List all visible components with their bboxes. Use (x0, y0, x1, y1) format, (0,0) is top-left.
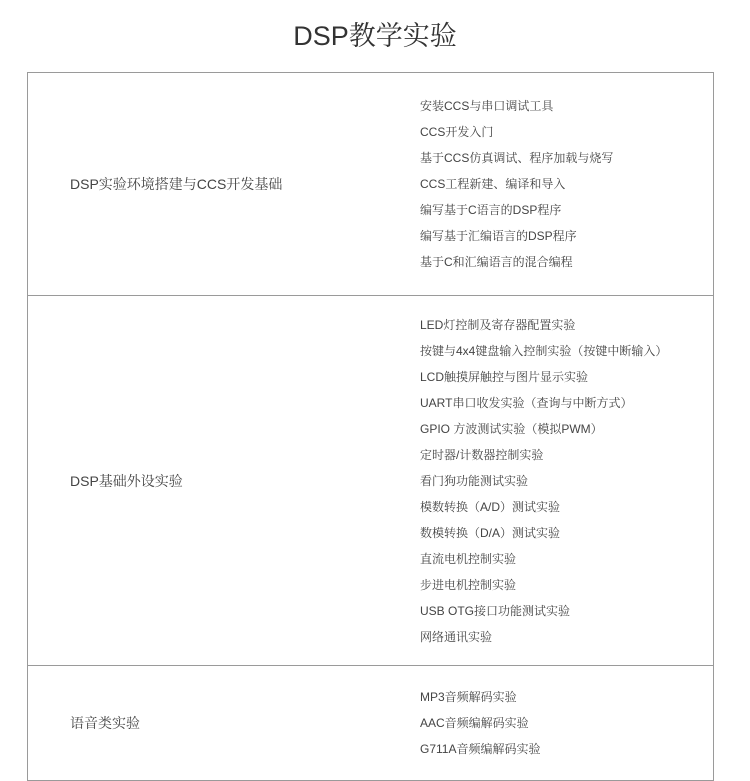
list-item: UART串口收发实验（查询与中断方式） (420, 395, 633, 410)
list-item: 直流电机控制实验 (420, 551, 517, 566)
item-list (420, 312, 667, 650)
list-item: 编写基于C语言的DSP程序 (420, 203, 562, 217)
list-item: 安装CCS与串口调试工具 (420, 99, 554, 113)
list-item: 定时器/计数器控制实验 (420, 447, 544, 462)
list-item: CCS工程新建、编译和导入 (420, 177, 566, 191)
list-item: MP3音频解码实验 (420, 690, 517, 704)
course-table (27, 72, 714, 781)
list-item: LED灯控制及寄存器配置实验 (420, 317, 576, 332)
list-item: USB OTG接口功能测试实验 (420, 603, 571, 618)
section-peripherals (28, 295, 713, 665)
list-item: 编写基于汇编语言的DSP程序 (420, 229, 577, 243)
list-item: 基于C和汇编语言的混合编程 (420, 255, 573, 269)
section-audio (28, 665, 713, 780)
section-title: DSP基础外设实验 (70, 472, 183, 489)
list-item: 模数转换（A/D）测试实验 (420, 499, 561, 514)
list-item: 步进电机控制实验 (420, 577, 517, 592)
item-list (420, 684, 540, 762)
section-title: 语音类实验 (70, 715, 140, 731)
item-list (420, 93, 613, 275)
list-item: 网络通讯实验 (420, 629, 493, 644)
section-title: DSP实验环境搭建与CCS开发基础 (70, 176, 283, 192)
section-environment (28, 73, 713, 295)
list-item: AAC音频编解码实验 (420, 716, 529, 730)
list-item: 基于CCS仿真调试、程序加载与烧写 (420, 151, 614, 165)
list-item: CCS开发入门 (420, 125, 494, 139)
list-item: 按键与4x4键盘输入控制实验（按键中断输入） (420, 343, 668, 358)
list-item: G711A音频编解码实验 (420, 742, 541, 756)
list-item: GPIO 方波测试实验（模拟PWM） (420, 421, 603, 436)
list-item: 数模转换（D/A）测试实验 (420, 525, 561, 540)
list-item: LCD触摸屏触控与图片显示实验 (420, 369, 589, 384)
page-title: DSP教学实验 (293, 21, 457, 51)
list-item: 看门狗功能测试实验 (420, 473, 529, 488)
